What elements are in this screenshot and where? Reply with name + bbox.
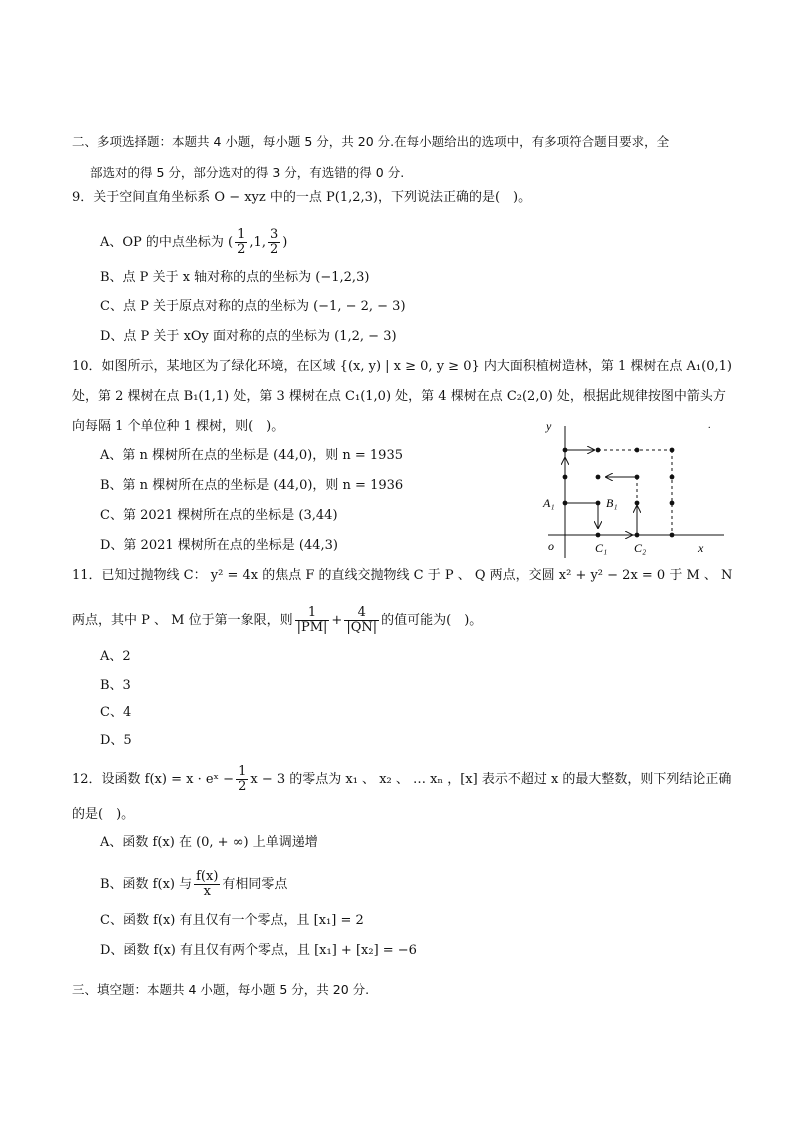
figure-mark: . (708, 420, 711, 431)
fraction: $\frac{1}{2}$ (237, 227, 246, 257)
q9-stem: 9．关于空间直角坐标系 O − xyz 中的一点 P(1,2,3)，下列说法正确的是( )。 (72, 190, 532, 205)
q11-stem-line2: 两点，其中 P 、 M 位于第一象限，则 $\frac{1}{|PM|}$ + $\frac{4}{|QN|}$ 的值可能为( )。 (72, 605, 483, 635)
q9-option-a: A、OP 的中点坐标为 ( $\frac{1}{2}$ ,1, $\frac{3}{2}$ ) (100, 227, 288, 257)
label-C2: C₂ (634, 541, 647, 555)
section-header-multiple-choice: 二、多项选择题：本题共 4 小题，每小题 5 分，共 20 分.在每小题给出的选项中，有多项符合题目要求，全 (72, 134, 670, 149)
q9-option-a-text: A、OP 的中点坐标为 ( (100, 235, 234, 250)
fraction: $\frac{3}{2}$ (269, 227, 279, 257)
fraction: $\frac{f(x)}{x}$ (196, 869, 219, 899)
q12-option-a: A、函数 f(x) 在 (0, + ∞) 上单调递增 (100, 835, 318, 850)
q10-stem-line1: 10．如图所示，某地区为了绿化环境，在区域 {(x, y) | x ≥ 0, y ≥ 0} 内大面积植树造林，第 1 棵树在点 A₁(0,1) (72, 359, 732, 374)
label-C1: C₁ (595, 541, 608, 555)
q10-option-b: B、第 n 棵树所在点的坐标是 (44,0)，则 n = 1936 (100, 478, 404, 493)
q9-option-d: D、点 P 关于 xOy 面对称的点的坐标为 (1,2, − 3) (100, 329, 397, 344)
section-header-fill-in: 三、填空题：本题共 4 小题，每小题 5 分，共 20 分. (72, 982, 370, 997)
q12-stem-line1: 12．设函数 f(x) = x · eˣ − $\frac{1}{2}$ x − 3 的零点为 x₁ 、 x₂ 、 … xₙ ，[x] 表示不超过 x 的最大整数，则下列结论正确 (72, 764, 732, 794)
fraction: $\frac{1}{2}$ (238, 764, 247, 794)
fraction: $\frac{4}{|QN|}$ (346, 605, 378, 635)
q9-option-b: B、点 P 关于 x 轴对称的点的坐标为 (−1,2,3) (100, 270, 370, 285)
q10-stem-line3: 向每隔 1 个单位种 1 棵树，则( )。 (72, 419, 285, 434)
x-axis-label: x (698, 541, 704, 555)
q11-stem-line1: 11．已知过抛物线 C： y² = 4x 的焦点 F 的直线交抛物线 C 于 P 、 Q 两点，交圆 x² + y² − 2x = 0 于 M 、 N (72, 568, 733, 583)
q12-stem-line2: 的是( )。 (72, 807, 135, 822)
y-axis-label: y (546, 419, 552, 433)
q11-option-c: C、4 (100, 705, 132, 720)
q11-option-b: B、3 (100, 678, 131, 693)
label-B1: B₁ (606, 496, 618, 510)
q10-option-d: D、第 2021 棵树所在点的坐标是 (44,3) (100, 538, 338, 553)
label-A1: A₁ (543, 496, 555, 510)
origin-label: o (548, 539, 554, 553)
tree-points (563, 448, 675, 538)
tree-planting-diagram (538, 418, 728, 560)
q12-option-d: D、函数 f(x) 有且仅有两个零点，且 [x₁] + [x₂] = −6 (100, 943, 417, 958)
q12-option-b: B、函数 f(x) 与 $\frac{f(x)}{x}$ 有相同零点 (100, 869, 288, 899)
q10-option-c: C、第 2021 棵树所在点的坐标是 (3,44) (100, 508, 338, 523)
q11-option-a: A、2 (100, 649, 131, 664)
q10-option-a: A、第 n 棵树所在点的坐标是 (44,0)，则 n = 1935 (100, 448, 403, 463)
q11-option-d: D、5 (100, 733, 132, 748)
section-header-scoring: 部选对的得 5 分，部分选对的得 3 分，有选错的得 0 分. (90, 165, 405, 180)
q10-stem-line2: 处，第 2 棵树在点 B₁(1,1) 处，第 3 棵树在点 C₁(1,0) 处，第 4 棵树在点 C₂(2,0) 处，根据此规律按图中箭头方 (72, 389, 726, 404)
fraction: $\frac{1}{|PM|}$ (296, 605, 328, 635)
q9-option-c: C、点 P 关于原点对称的点的坐标为 (−1, − 2, − 3) (100, 299, 406, 314)
q12-option-c: C、函数 f(x) 有且仅有一个零点，且 [x₁] = 2 (100, 913, 364, 928)
